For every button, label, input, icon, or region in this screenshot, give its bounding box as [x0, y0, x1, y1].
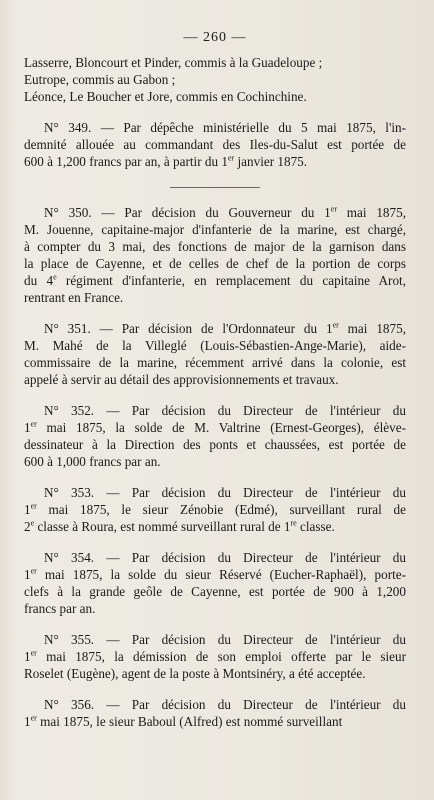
text-run: mai 1875, le sieur Zénobie (Edmé), surveillant rural de — [36, 502, 406, 517]
decision-paragraph — [24, 402, 406, 470]
decision-paragraph — [24, 549, 406, 617]
text-run: Roselet (Eugène), agent de la poste à Montsinéry, a été acceptée. — [24, 666, 366, 681]
superscript: er — [30, 566, 37, 576]
text-run: classe à Roura, est nommé surveillant rural de 1 — [34, 519, 291, 534]
superscript: er — [30, 501, 37, 511]
paragraph-line — [24, 713, 406, 730]
text-run: N° 355. — Par décision du Directeur de l'intérieur du — [44, 632, 406, 647]
paragraph-line — [24, 119, 406, 136]
paragraph-line — [24, 289, 406, 306]
page-number: — 260 — — [183, 30, 247, 45]
paragraph-line — [24, 371, 406, 388]
intro-line: Eutrope, commis au Gabon ; — [24, 72, 176, 87]
text-run: M. Jouenne, capitaine-major d'infanterie de la marine, est chargé, — [24, 222, 406, 237]
superscript: e — [53, 272, 57, 282]
paragraph-line — [24, 354, 406, 371]
text-run: mai 1875, la solde de M. Valtrine (Ernest-Georges), élève- — [36, 420, 406, 435]
text-run: mai 1875, le sieur Baboul (Alfred) est nommé surveillant — [36, 714, 343, 729]
text-run: 600 à 1,000 francs par an. — [24, 454, 161, 469]
text-run: demnité allouée au commandant des Iles-du-Salut est portée de — [24, 137, 406, 152]
text-run: rentrant en France. — [24, 290, 124, 305]
intro-list — [24, 54, 406, 105]
decision-paragraph — [24, 119, 406, 170]
superscript: er — [30, 419, 37, 429]
intro-line: Léonce, Le Boucher et Jore, commis en Cochinchine. — [24, 89, 307, 104]
paragraph-line — [24, 204, 406, 221]
paragraph-line — [24, 583, 406, 600]
paragraph-line — [24, 337, 406, 354]
decision-list — [24, 119, 406, 730]
paragraph-line — [24, 501, 406, 518]
text-run: 1 — [24, 420, 31, 435]
paragraph-line — [24, 272, 406, 289]
text-run: classe. — [296, 519, 335, 534]
text-run: la place de Cayenne, et de celles de chef de la portion de corps — [24, 256, 406, 271]
paragraph-line — [24, 566, 406, 583]
text-run: mai 1875, — [336, 205, 406, 220]
paragraph-line — [24, 648, 406, 665]
text-run: N° 356. — Par décision du Directeur de l'intérieur du — [44, 697, 406, 712]
text-run: M. Mahé de la Villeglé (Louis-Sébastien-Ange-Marie), aide- — [24, 338, 406, 353]
text-run: N° 350. — Par décision du Gouverneur du 1 — [44, 205, 331, 220]
text-run: dessinateur à la Direction des ponts et chaussées, est portée de — [24, 437, 406, 452]
paragraph-line — [24, 549, 406, 566]
paragraph-line — [24, 221, 406, 238]
paragraph-line — [24, 453, 406, 470]
decision-paragraph — [24, 320, 406, 388]
text-run: 2 — [24, 519, 31, 534]
text-run: commissaire de la marine, récemment arrivé dans la colonie, est — [24, 355, 406, 370]
paragraph-line — [24, 484, 406, 501]
superscript: er — [227, 153, 235, 163]
superscript: er — [332, 320, 339, 330]
text-run: régiment d'infanterie, en remplacement du capitaine Arot, — [56, 273, 406, 288]
superscript: er — [330, 204, 337, 214]
text-run: 1 — [24, 567, 31, 582]
text-run: 1 — [24, 502, 31, 517]
paragraph-line — [24, 665, 406, 682]
text-run: du 4 — [24, 273, 54, 288]
superscript: er — [30, 713, 37, 723]
text-run: N° 352. — Par décision du Directeur de l'intérieur du — [44, 403, 406, 418]
superscript: e — [30, 518, 35, 528]
paragraph-line — [24, 600, 406, 617]
text-run: appelé à servir au détail des approvisionnements et travaux. — [24, 372, 339, 387]
paragraph-line — [24, 255, 406, 272]
paragraph-line — [24, 696, 406, 713]
paragraph-line — [24, 238, 406, 255]
text-run: clefs à la grande geôle de Cayenne, est portée de 900 à 1,200 — [24, 584, 406, 599]
text-run: à compter du 3 mai, des fonctions de major de la garnison dans — [24, 239, 406, 254]
section-separator — [24, 178, 406, 190]
decision-paragraph — [24, 696, 406, 730]
text-run: 1 — [24, 714, 31, 729]
paragraph-line — [24, 153, 406, 170]
text-run: mai 1875, la démission de son emploi offerte par le sieur — [36, 649, 406, 664]
separator-rule — [170, 187, 260, 188]
document-body — [24, 54, 406, 730]
text-run: mai 1875, la solde du sieur Réservé (Eucher-Raphaël), porte- — [36, 567, 406, 582]
text-run: N° 349. — Par dépêche ministérielle du 5 mai 1875, l'in- — [44, 120, 406, 135]
paragraph-line — [24, 419, 406, 436]
text-run: N° 353. — Par décision du Directeur de l'intérieur du — [44, 485, 406, 500]
paragraph-line — [24, 136, 406, 153]
text-run: 1 — [24, 649, 31, 664]
paragraph-line — [24, 320, 406, 337]
paragraph-line — [24, 402, 406, 419]
text-run: mai 1875, — [338, 321, 406, 336]
text-run: janvier 1875. — [234, 154, 308, 169]
paragraph-line — [24, 436, 406, 453]
superscript: re — [290, 518, 297, 528]
text-run: N° 351. — Par décision de l'Ordonnateur du 1 — [44, 321, 333, 336]
decision-paragraph — [24, 484, 406, 535]
text-run: N° 354. — Par décision du Directeur de l'intérieur du — [44, 550, 406, 565]
text-run: francs par an. — [24, 601, 96, 616]
paragraph-line — [24, 518, 406, 535]
intro-line: Lasserre, Bloncourt et Pinder, commis à la Guadeloupe ; — [24, 55, 323, 70]
decision-paragraph — [24, 631, 406, 682]
text-run: 600 à 1,200 francs par an, à partir du 1 — [24, 154, 228, 169]
superscript: er — [30, 648, 37, 658]
decision-paragraph — [24, 204, 406, 306]
paragraph-line — [24, 631, 406, 648]
